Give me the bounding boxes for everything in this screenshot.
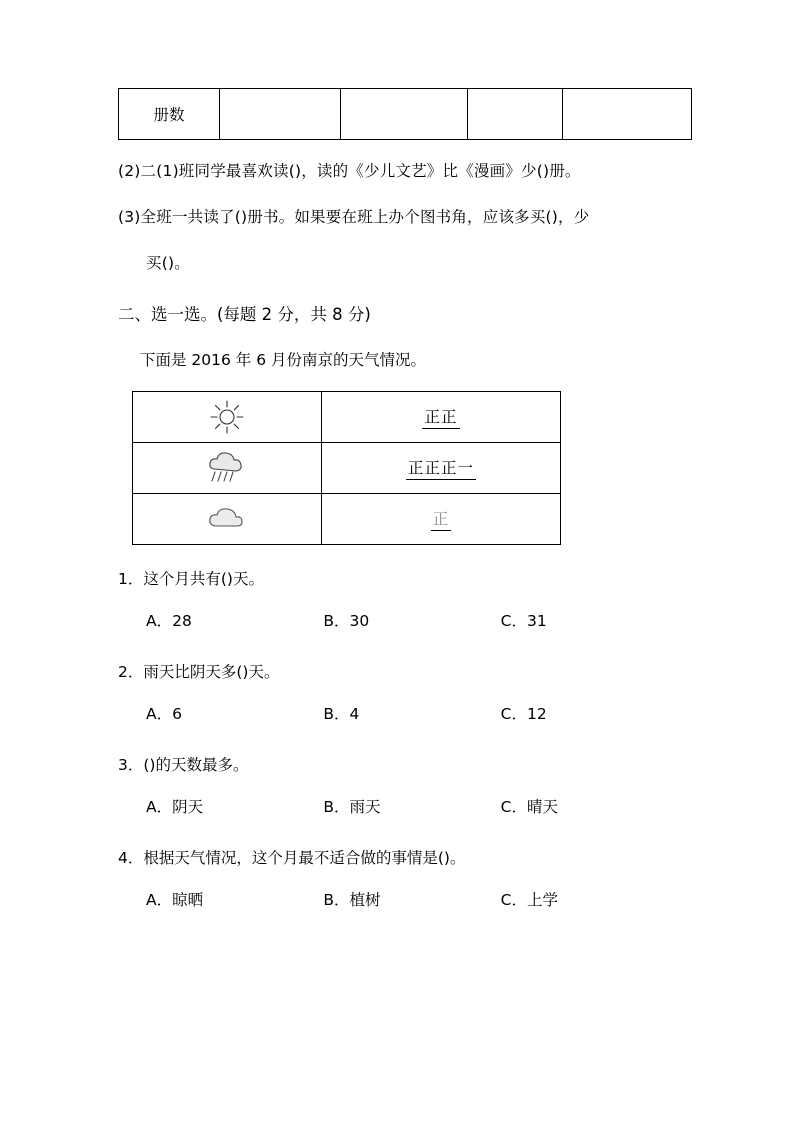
question-text: 这个月共有()天。 — [143, 570, 264, 589]
question-number: 3． — [118, 756, 144, 775]
option-b[interactable]: B．4 — [323, 704, 360, 723]
table-row — [133, 494, 561, 545]
option-c[interactable]: C．晴天 — [500, 797, 558, 816]
question-text: ()的天数最多。 — [143, 756, 249, 775]
rain-tally-text: 正正正一 — [406, 456, 476, 480]
choice-question-4 — [118, 844, 678, 873]
sun-tally-text: 正正 — [422, 405, 459, 429]
question-number: 2． — [118, 663, 144, 682]
section-note: 下面是 2016 年 6 月份南京的天气情况。 — [140, 351, 427, 369]
options-row-4 — [118, 886, 678, 915]
table-cell-1 — [220, 89, 341, 140]
spacer — [118, 688, 678, 700]
cloud-tally-cell — [322, 494, 561, 545]
weather-tally-table — [132, 391, 561, 545]
spacer — [118, 729, 678, 751]
question-item-2: (2)二(1)班同学最喜欢读()，读的《少儿文艺》比《漫画》少()册。 — [118, 162, 581, 180]
option-c[interactable]: C．31 — [500, 611, 547, 630]
option-b[interactable]: B．植树 — [323, 890, 381, 909]
option-b[interactable]: B．30 — [323, 611, 370, 630]
table-row — [119, 89, 692, 140]
table-row — [133, 443, 561, 494]
rain-tally-cell — [322, 443, 561, 494]
cloud-tally-text: 正 — [431, 507, 452, 531]
spacer — [118, 330, 678, 346]
book-count-table — [118, 88, 692, 140]
question-number: 4． — [118, 849, 144, 868]
table-cell-2 — [341, 89, 468, 140]
spacer — [118, 375, 678, 391]
options-row-2 — [118, 700, 678, 729]
spacer — [118, 874, 678, 886]
sun-icon — [133, 392, 322, 443]
option-c[interactable]: C．上学 — [500, 890, 558, 909]
spacer — [118, 595, 678, 607]
question-item-3-line1: (3)全班一共读了()册书。如果要在班上办个图书角，应该多买()，少 — [118, 208, 590, 227]
spacer — [118, 186, 678, 202]
option-a[interactable]: A．28 — [146, 611, 192, 630]
option-b[interactable]: B．雨天 — [323, 797, 381, 816]
question-text: 根据天气情况，这个月最不适合做的事情是()。 — [143, 849, 466, 868]
option-c[interactable]: C．12 — [500, 704, 547, 723]
options-row-3 — [118, 793, 678, 822]
spacer — [118, 545, 678, 565]
option-a[interactable]: A．阴天 — [146, 797, 204, 816]
table-cell-3 — [468, 89, 563, 140]
spacer — [118, 636, 678, 658]
question-number: 1． — [118, 570, 144, 589]
page-content — [118, 88, 678, 915]
sun-tally-cell — [322, 392, 561, 443]
section-title: 二、选一选。(每题 2 分，共 8 分) — [118, 304, 371, 324]
question-text: 雨天比阴天多()天。 — [143, 663, 280, 682]
spacer — [118, 822, 678, 844]
spacer — [118, 781, 678, 793]
rain-cloud-icon — [133, 443, 322, 494]
spacer — [118, 140, 678, 156]
question-item-3-line2: 买()。 — [146, 254, 190, 273]
option-a[interactable]: A．6 — [146, 704, 182, 723]
choice-question-2 — [118, 658, 678, 687]
choice-question-3 — [118, 751, 678, 780]
spacer — [118, 232, 678, 248]
cloud-icon — [133, 494, 322, 545]
option-a[interactable]: A．晾晒 — [146, 890, 204, 909]
spacer — [118, 279, 678, 299]
table-cell-4 — [563, 89, 692, 140]
choice-question-1 — [118, 565, 678, 594]
table-row — [133, 392, 561, 443]
options-row-1 — [118, 607, 678, 636]
table-row-label: 册数 — [119, 89, 220, 140]
